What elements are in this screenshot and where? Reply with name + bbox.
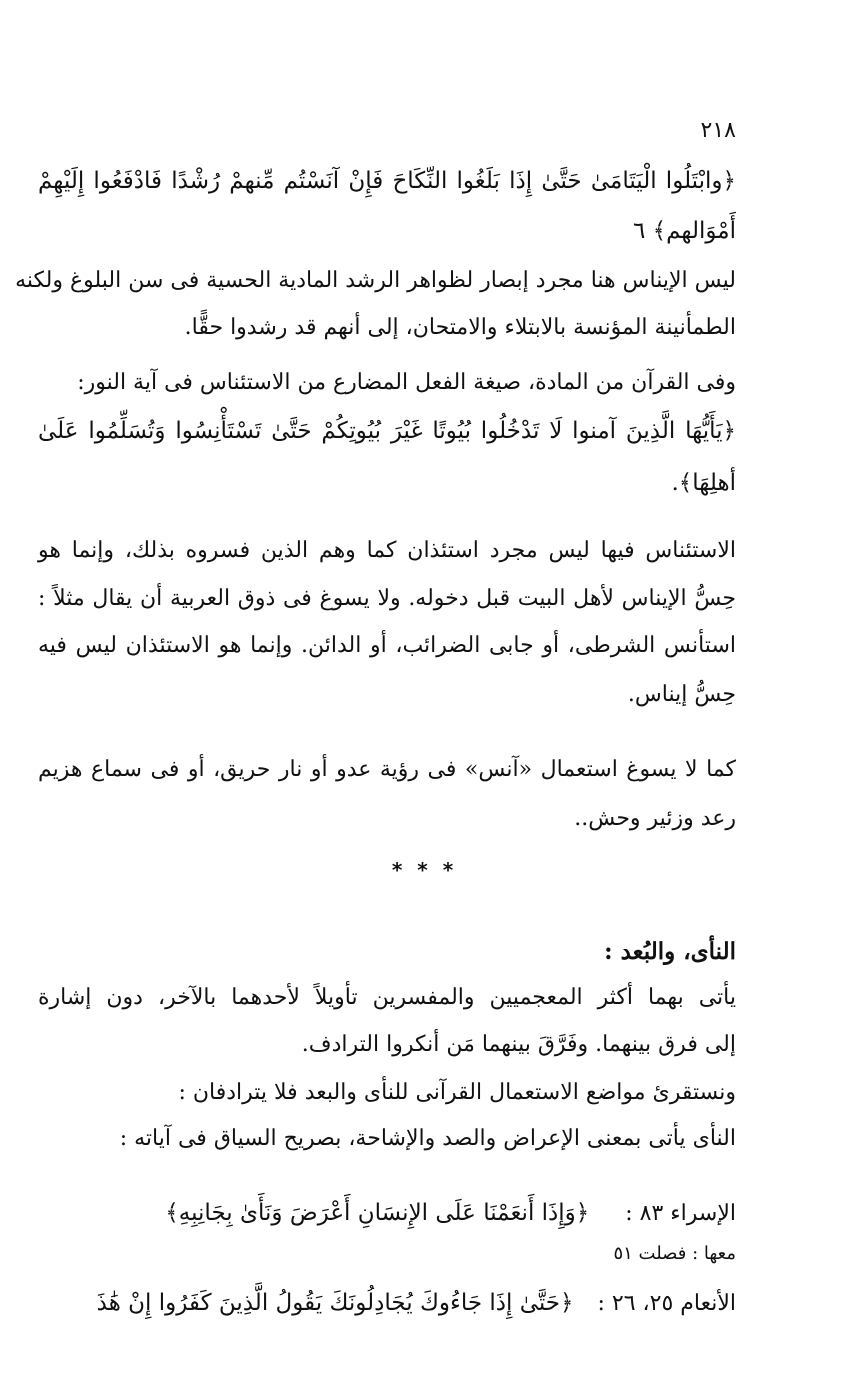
verse-text: ﴿وَإِذَا أَنعَمْنَا عَلَى الإِنسَانِ أَعْرَضَ وَنَأَىٰ بِجَانِبِهِ﴾	[165, 1200, 590, 1226]
verse-line: أهلِهَا﴾.	[671, 470, 736, 496]
page-number: ٢١٨	[700, 118, 736, 143]
paragraph-line: الطمأنينة المؤنسة بالابتلاء والامتحان، إلى أنهم قد رشدوا حقًّا.	[184, 315, 736, 340]
paragraph-line: ليس الإيناس هنا مجرد إبصار لظواهر الرشد المادية الحسية فى سن البلوغ ولكنه	[15, 268, 736, 293]
paragraph-line: وفى القرآن من المادة، صيغة الفعل المضارع من الاستئناس فى آية النور:	[77, 370, 736, 395]
verse-text: ﴿حَتَّىٰ إِذَا جَاءُوكَ يُجَادِلُونَكَ يَقُولُ الَّذِينَ كَفَرُوا إِنْ هَٰذَ	[96, 1290, 574, 1316]
verse-reference: الأنعام ٢٥، ٢٦ :	[597, 1291, 736, 1316]
verse-reference: الإسراء ٨٣ :	[625, 1201, 736, 1226]
verse-line: ﴿يَأَيُّهَا الَّذِينَ آمنوا لَا تَدْخُلُوا بُيُوتًا غَيْرَ بُيُوتِكُمْ حَتَّىٰ تَسْتَأْنِسُوا وَتُسَلِّمُوا عَلَىٰ	[38, 418, 736, 444]
paragraph-line: كما لا يسوغ استعمال «آنس» فى رؤية عدو أو نار حريق، أو فى سماع هزيم	[38, 757, 736, 782]
verse-reference-row	[38, 1290, 736, 1318]
paragraph-line: حِسُّ إيناس.	[627, 682, 736, 707]
paragraph-line: إلى فرق بينهما. وفَرَّقَ بينهما مَن أنكروا الترادف.	[301, 1032, 736, 1057]
paragraph-line: يأتى بهما أكثر المعجميين والمفسرين تأويلاً لأحدهما بالآخر، دون إشارة	[38, 985, 736, 1010]
paragraph-line: حِسُّ الإيناس لأهل البيت قبل دخوله. ولا يسوغ فى ذوق العربية أن يقال مثلاً :	[38, 586, 736, 611]
paragraph-line: رعد وزئير وحش..	[574, 806, 736, 831]
paragraph-line: ونستقرئ مواضع الاستعمال القرآنى للنأى والبعد فلا يترادفان :	[178, 1080, 736, 1105]
paragraph-line: الاستئناس فيها ليس مجرد استئذان كما وهم الذين فسروه بذلك، وإنما هو	[38, 538, 736, 563]
paragraph-line: استأنس الشرطى، أو جابى الضرائب، أو الدائن. وإنما هو الاستئذان ليس فيه	[38, 633, 736, 658]
verse-line: أَمْوَالهم﴾ ٦	[632, 218, 736, 244]
verse-note: معها : فصلت ٥١	[613, 1243, 736, 1264]
verse-line: ﴿وابْتَلُوا الْيَتَامَىٰ حَتَّىٰ إِذَا بَلَغُوا النِّكَاحَ فَإِنْ آنَسْتُم مِّنهمْ رُشْدًا فَادْفَعُوا إِلَيْهِمْ	[38, 168, 736, 194]
verse-reference-row	[38, 1200, 736, 1228]
section-separator: * * *	[391, 858, 458, 882]
section-heading: النأى، والبُعد :	[604, 938, 736, 965]
paragraph-line: النأى يأتى بمعنى الإعراض والصد والإشاحة، بصريح السياق فى آياته :	[119, 1126, 736, 1151]
